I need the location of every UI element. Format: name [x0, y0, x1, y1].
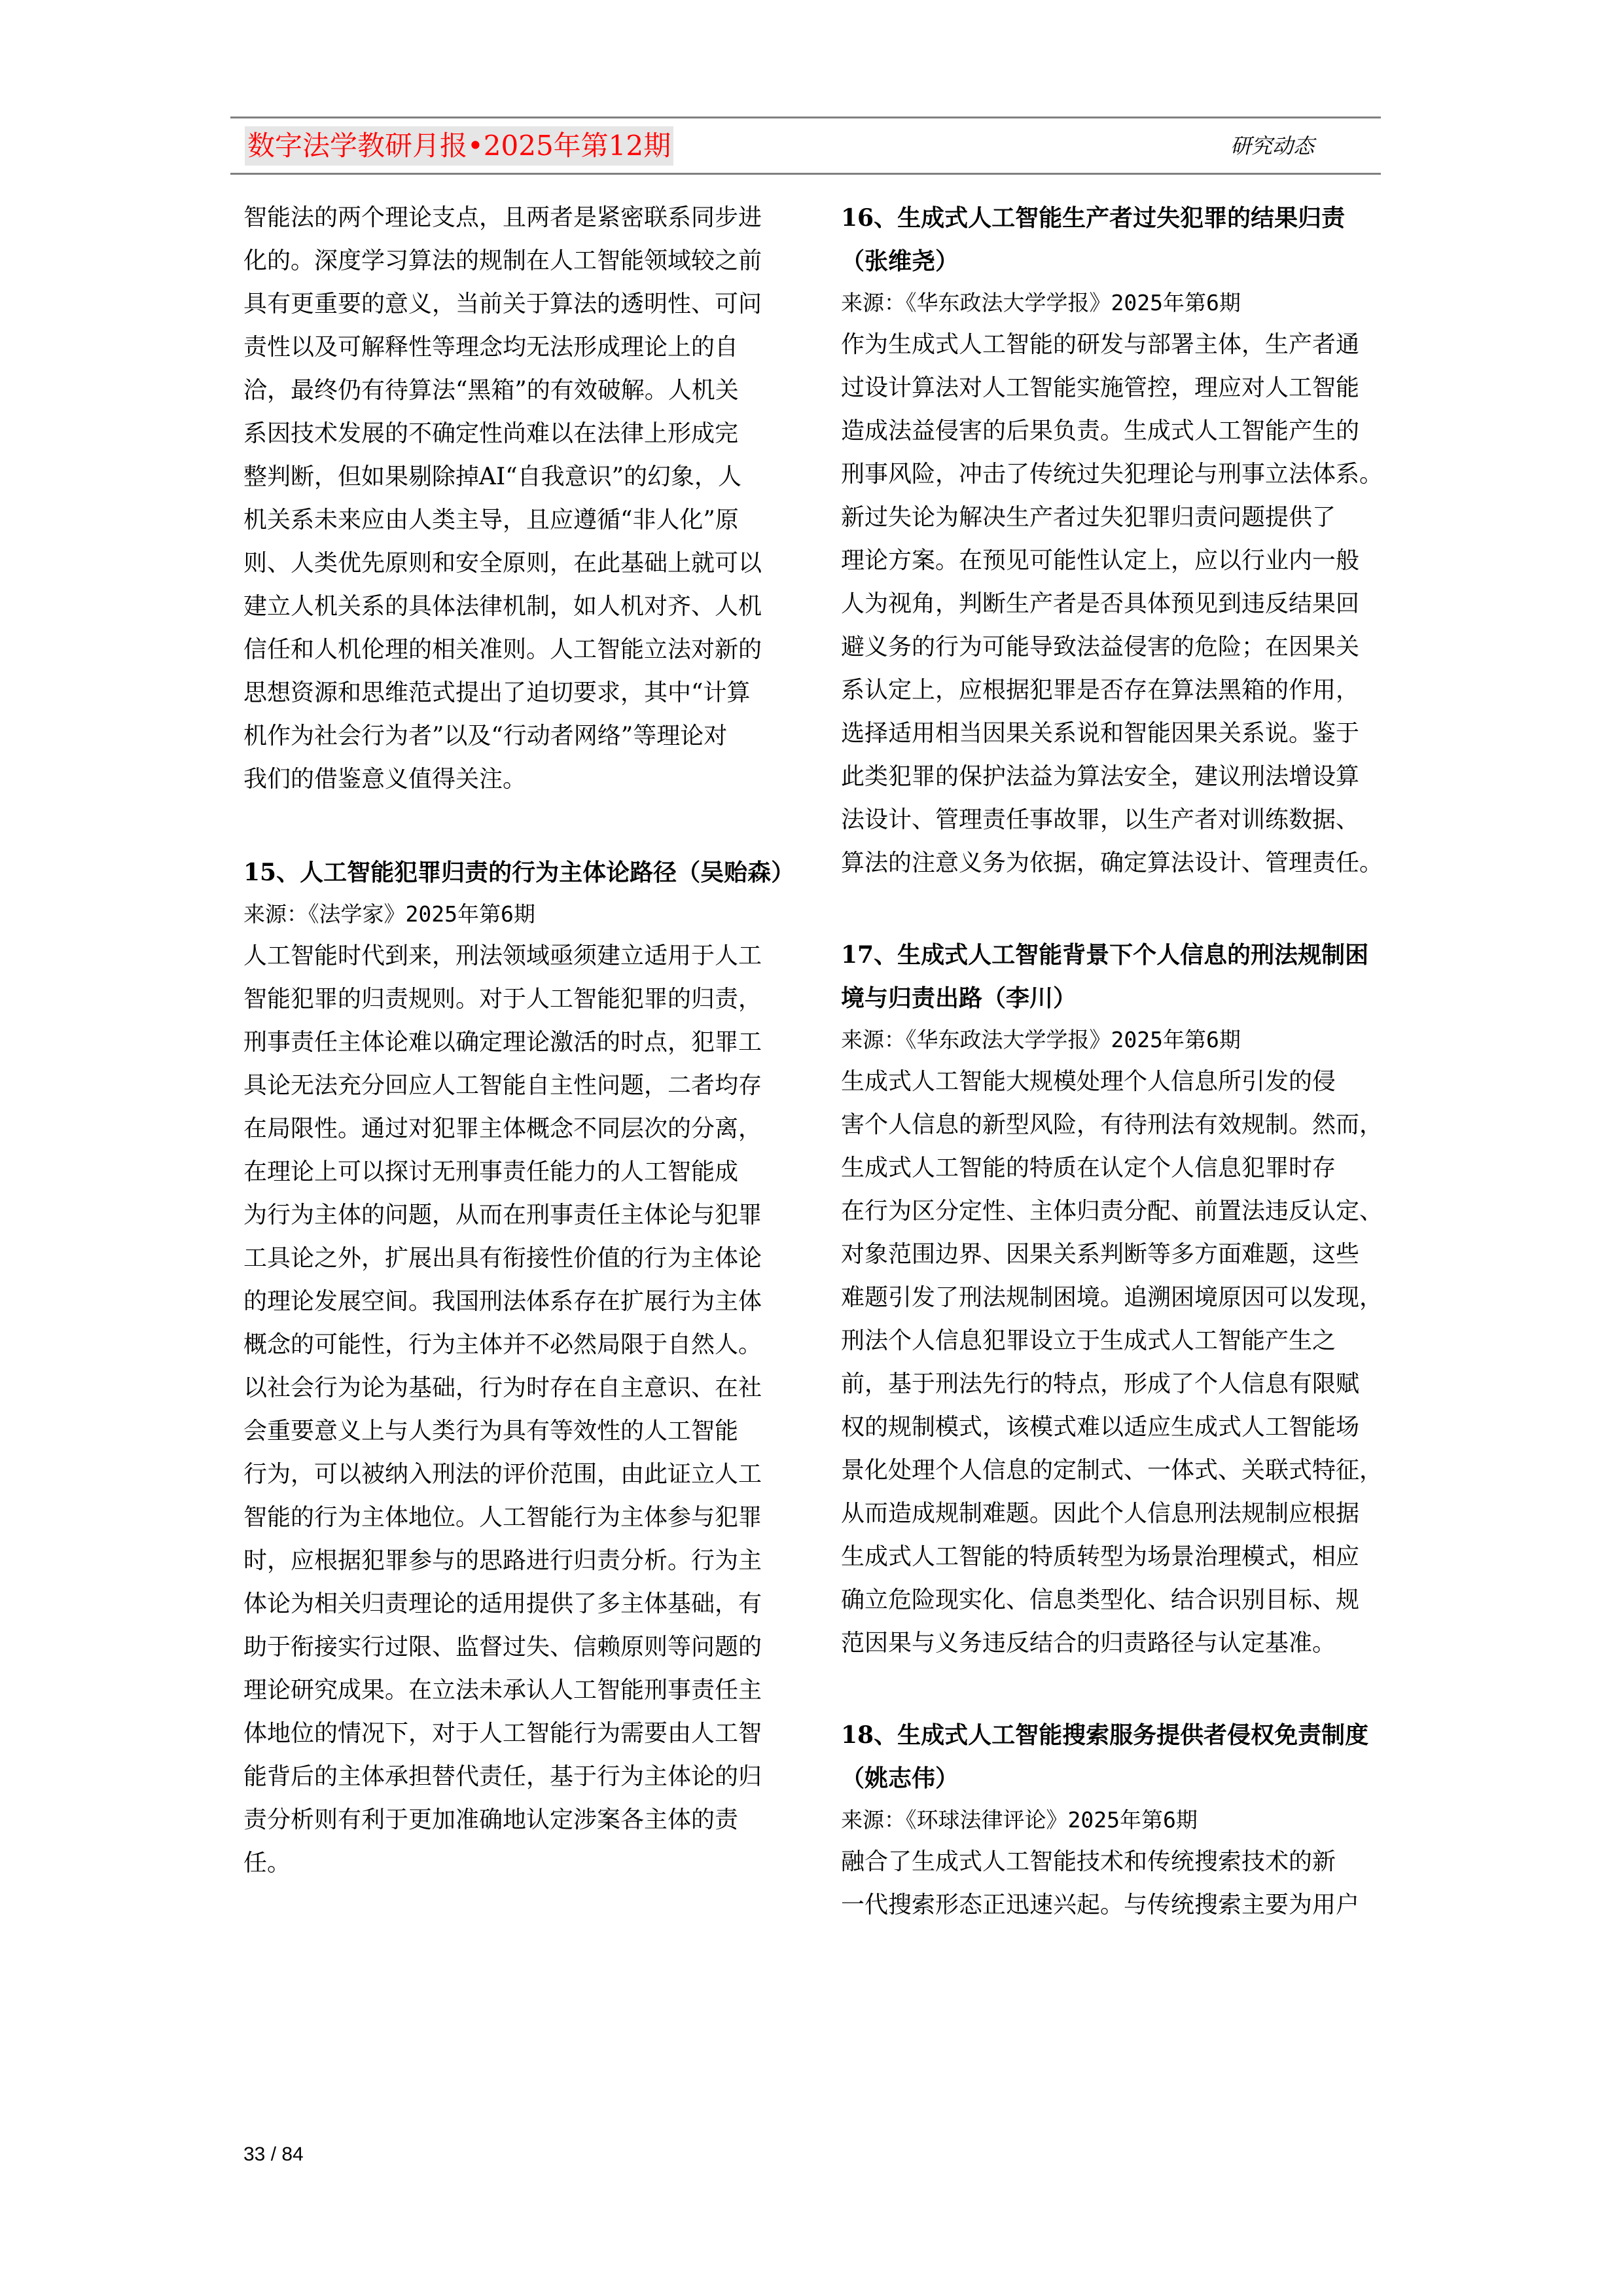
article-body: [841, 323, 1394, 885]
text-line: 在理论上可以探讨无刑事责任能力的人工智能成: [243, 1158, 739, 1185]
page-number: 33 / 84: [243, 2144, 304, 2165]
text-line: 害个人信息的新型风险，有待刑法有效规制。然而，: [841, 1111, 1383, 1138]
text-line: 人为视角，判断生产者是否具体预见到违反结果回: [841, 590, 1360, 617]
text-line: 化的。深度学习算法的规制在人工智能领域较之前: [243, 247, 762, 274]
text-line: 体论为相关归责理论的适用提供了多主体基础，有: [243, 1590, 762, 1617]
text-line: 确立危险现实化、信息类型化、结合识别目标、规: [841, 1587, 1360, 1613]
text-line: 信任和人机伦理的相关准则。人工智能立法对新的: [243, 636, 762, 663]
text-line: 算法的注意义务为依据，确定算法设计、管理责任。: [841, 850, 1383, 876]
text-line: 为行为主体的问题，从而在刑事责任主体论与犯罪: [243, 1202, 762, 1229]
text-line: 我们的借鉴意义值得关注。: [243, 766, 527, 793]
text-line: 时，应根据犯罪参与的思路进行归责分析。行为主: [243, 1547, 762, 1574]
text-line: 刑事风险，冲击了传统过失犯理论与刑事立法体系。: [841, 461, 1383, 488]
spacer: [243, 844, 796, 851]
article-17: [841, 933, 1394, 1665]
text-line: 机关系未来应由人类主导，且应遵循“非人化”原: [243, 507, 739, 533]
article-source: 来源：《环球法律评论》2025年第6期: [841, 1807, 1198, 1833]
text-line: 体地位的情况下，对于人工智能行为需要由人工智: [243, 1720, 762, 1747]
text-line: 选择适用相当因果关系说和智能因果关系说。鉴于: [841, 720, 1360, 747]
text-line: 造成法益侵害的后果负责。生成式人工智能产生的: [841, 418, 1360, 444]
article-16: [841, 196, 1394, 885]
text-line: 助于衔接实行过限、监督过失、信赖原则等问题的: [243, 1634, 762, 1660]
text-line: 智能犯罪的归责规则。对于人工智能犯罪的归责，: [243, 986, 762, 1013]
text-line: 机作为社会行为者”以及“行动者网络”等理论对: [243, 723, 728, 749]
header-top-rule: [230, 117, 1381, 118]
text-line: 从而造成规制难题。因此个人信息刑法规制应根据: [841, 1500, 1360, 1527]
text-line: 智能法的两个理论支点，且两者是紧密联系同步进: [243, 204, 762, 231]
text-line: 避义务的行为可能导致法益侵害的危险；在因果关: [841, 634, 1360, 660]
title-line: 境与归责出路（李川）: [841, 984, 1077, 1012]
text-line: 景化处理个人信息的定制式、一体式、关联式特征，: [841, 1457, 1383, 1484]
article-body: [243, 935, 796, 1885]
article-title: [841, 196, 1394, 283]
text-line: 生成式人工智能的特质转型为场景治理模式，相应: [841, 1543, 1360, 1570]
title-line: 16、生成式人工智能生产者过失犯罪的结果归责: [841, 204, 1346, 232]
text-line: 生成式人工智能大规模处理个人信息所引发的侵: [841, 1068, 1336, 1095]
text-line: 会重要意义上与人类行为具有等效性的人工智能: [243, 1418, 739, 1444]
spacer: [841, 885, 1394, 933]
text-line: 建立人机关系的具体法律机制，如人机对齐、人机: [243, 593, 762, 620]
text-line: 过设计算法对人工智能实施管控，理应对人工智能: [841, 374, 1360, 401]
article-15: [243, 851, 796, 1885]
section-label: 研究动态: [1230, 134, 1315, 158]
text-line: 刑事责任主体论难以确定理论激活的时点，犯罪工: [243, 1029, 762, 1056]
text-line: 理论研究成果。在立法未承认人工智能刑事责任主: [243, 1677, 762, 1704]
title-line: 17、生成式人工智能背景下个人信息的刑法规制困: [841, 941, 1369, 969]
right-column: [841, 196, 1394, 1927]
article-source: 来源：《华东政法大学学报》2025年第6期: [841, 290, 1241, 315]
text-line: 刑法个人信息犯罪设立于生成式人工智能产生之: [841, 1327, 1336, 1354]
text-line: 一代搜索形态正迅速兴起。与传统搜索主要为用户: [841, 1892, 1360, 1918]
text-line: 能背后的主体承担替代责任，基于行为主体论的归: [243, 1763, 762, 1790]
text-line: 整判断，但如果剔除掉AI“自我意识”的幻象，人: [243, 463, 742, 490]
text-line: 人工智能时代到来，刑法领域亟须建立适用于人工: [243, 942, 762, 969]
text-line: 的理论发展空间。我国刑法体系存在扩展行为主体: [243, 1288, 762, 1315]
text-line: 具论无法充分回应人工智能自主性问题，二者均存: [243, 1072, 762, 1099]
text-line: 系因技术发展的不确定性尚难以在法律上形成完: [243, 420, 739, 447]
text-line: 对象范围边界、因果关系判断等多方面难题，这些: [841, 1241, 1360, 1268]
text-line: 思想资源和思维范式提出了迫切要求，其中“计算: [243, 679, 751, 706]
text-line: 任。: [243, 1850, 291, 1876]
article-body: [841, 1060, 1394, 1665]
text-line: 在行为区分定性、主体归责分配、前置法违反认定、: [841, 1198, 1383, 1225]
text-line: 生成式人工智能的特质在认定个人信息犯罪时存: [841, 1155, 1336, 1181]
text-line: 以社会行为论为基础，行为时存在自主意识、在社: [243, 1374, 762, 1401]
spacer: [841, 1665, 1394, 1713]
text-line: 则、人类优先原则和安全原则，在此基础上就可以: [243, 550, 762, 577]
text-line: 责性以及可解释性等理念均无法形成理论上的自: [243, 334, 739, 361]
article-body: [841, 1840, 1394, 1927]
article-title: [841, 933, 1394, 1020]
text-line: 难题引发了刑法规制困境。追溯困境原因可以发现，: [841, 1284, 1383, 1311]
title-line: 15、人工智能犯罪归责的行为主体论路径（吴贻森）: [243, 859, 795, 886]
continuation-paragraph: [243, 196, 796, 801]
spacer: [243, 801, 796, 844]
article-source: 来源：《华东政法大学学报》2025年第6期: [841, 1027, 1241, 1052]
article-18: [841, 1713, 1394, 1927]
text-line: 具有更重要的意义，当前关于算法的透明性、可问: [243, 291, 762, 317]
text-line: 此类犯罪的保护法益为算法安全，建议刑法增设算: [841, 763, 1360, 790]
text-line: 智能的行为主体地位。人工智能行为主体参与犯罪: [243, 1504, 762, 1531]
article-source: 来源：《法学家》2025年第6期: [243, 901, 535, 927]
article-title: [243, 851, 796, 894]
article-title: [841, 1713, 1394, 1800]
title-line: 18、生成式人工智能搜索服务提供者侵权免责制度: [841, 1721, 1369, 1749]
text-line: 法设计、管理责任事故罪，以生产者对训练数据、: [841, 806, 1360, 833]
text-line: 在局限性。通过对犯罪主体概念不同层次的分离，: [243, 1115, 762, 1142]
text-line: 新过失论为解决生产者过失犯罪归责问题提供了: [841, 504, 1336, 531]
text-line: 范因果与义务违反结合的归责路径与认定基准。: [841, 1630, 1336, 1657]
text-line: 前，基于刑法先行的特点，形成了个人信息有限赋: [841, 1371, 1360, 1397]
text-line: 工具论之外，扩展出具有衔接性价值的行为主体论: [243, 1245, 762, 1272]
title-line: （张维尧）: [841, 247, 959, 275]
title-line: （姚志伟）: [841, 1765, 959, 1792]
text-line: 洽，最终仍有待算法“黑箱”的有效破解。人机关: [243, 377, 739, 404]
journal-title: 数字法学教研月报•2025年第12期: [245, 126, 673, 166]
text-line: 责分析则有利于更加准确地认定涉案各主体的责: [243, 1806, 739, 1833]
text-line: 系认定上，应根据犯罪是否存在算法黑箱的作用，: [841, 677, 1360, 704]
text-line: 行为，可以被纳入刑法的评价范围，由此证立人工: [243, 1461, 762, 1488]
text-line: 概念的可能性，行为主体并不必然局限于自然人。: [243, 1331, 762, 1358]
text-line: 理论方案。在预见可能性认定上，应以行业内一般: [841, 547, 1360, 574]
text-line: 权的规制模式，该模式难以适应生成式人工智能场: [841, 1414, 1360, 1441]
text-line: 融合了生成式人工智能技术和传统搜索技术的新: [841, 1848, 1336, 1875]
header-bottom-rule: [230, 173, 1381, 175]
left-column: [243, 196, 796, 1885]
text-line: 作为生成式人工智能的研发与部署主体，生产者通: [841, 331, 1360, 358]
